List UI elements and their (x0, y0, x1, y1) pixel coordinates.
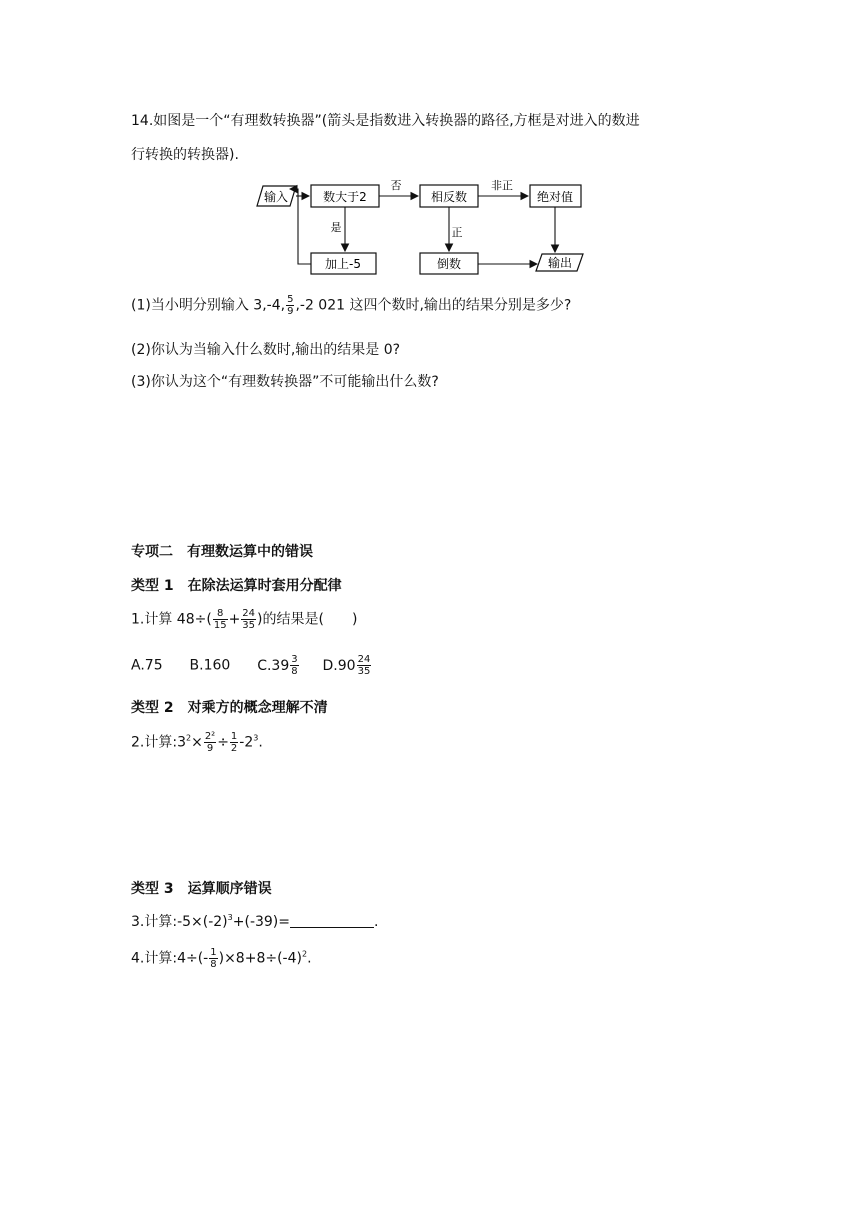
edge-label-not-positive: 非正 (491, 179, 513, 192)
q2-minus-term: -2 (239, 734, 254, 751)
exponent: 3 (227, 913, 233, 922)
frac-num: 8 (213, 608, 228, 620)
frac-den: 9 (287, 306, 294, 317)
q3-prefix: 3.计算:-5×(-2) (131, 914, 228, 930)
fraction-8-15 (213, 608, 228, 631)
fraction-5-9 (286, 294, 294, 317)
output-label: 输出 (547, 256, 573, 270)
fraction-2sq-9 (204, 731, 216, 754)
q14-sub1 (131, 294, 571, 317)
type1-heading: 类型 1 在除法运算时套用分配律 (131, 578, 342, 594)
question-1 (131, 608, 357, 631)
option-c-whole: C.39 (257, 657, 290, 674)
type3-heading: 类型 3 运算顺序错误 (131, 881, 272, 897)
q14-line2: 行转换的转换器). (131, 147, 239, 163)
exponent: 2 (301, 949, 308, 959)
q14-sub1-suffix: ,-2 021 这四个数时,输出的结果分别是多少? (295, 297, 572, 314)
absolute-value-label: 绝对值 (536, 190, 574, 204)
frac-den: 8 (291, 666, 298, 677)
input-label: 输入 (263, 190, 289, 204)
divide-sign: ÷ (217, 734, 229, 751)
q14-line1: 14.如图是一个“有理数转换器”(箭头是指数进入转换器的路径,方框是对进入的数进 (131, 113, 640, 129)
answer-blank[interactable] (290, 913, 374, 928)
exponent: 3 (253, 733, 259, 743)
section2-title: 专项二 有理数运算中的错误 (131, 544, 313, 560)
q1-suffix: )的结果是( ) (257, 611, 358, 628)
period: . (307, 950, 312, 967)
frac-den: 9 (206, 743, 214, 754)
frac-num: 3 (291, 654, 298, 665)
question-4 (131, 947, 312, 970)
period: . (374, 914, 379, 930)
add-minus5-label: 加上-5 (325, 257, 361, 271)
option-d (322, 654, 373, 677)
plus-sign: + (228, 611, 241, 628)
frac-den: 35 (357, 666, 371, 677)
arrow-loop-back (290, 189, 311, 264)
option-c (257, 654, 299, 677)
times-sign: × (191, 734, 203, 751)
question-3 (131, 911, 378, 931)
exponent: 2 (185, 733, 192, 743)
frac-num: 5 (287, 294, 294, 305)
fraction-24-35-d (357, 654, 372, 677)
rational-converter-flowchart (250, 176, 590, 276)
question-2 (131, 731, 263, 754)
option-a: A.75 (131, 657, 163, 674)
fraction-3-8 (290, 654, 298, 677)
frac-num: 24 (357, 654, 371, 665)
frac-den: 2 (230, 743, 238, 754)
q4-prefix: 4.计算:4÷(- (131, 950, 209, 967)
fraction-1-2 (230, 731, 238, 754)
period: . (258, 734, 263, 751)
q14-sub2: (2)你认为当输入什么数时,输出的结果是 0? (131, 342, 401, 358)
frac-num: 1 (210, 947, 217, 958)
reciprocal-label: 倒数 (436, 257, 462, 271)
edge-label-positive: 正 (451, 226, 463, 239)
edge-label-yes: 是 (330, 221, 342, 234)
q2-prefix: 2.计算:3 (131, 734, 186, 751)
frac-den: 35 (242, 620, 256, 631)
frac-num: 2² (204, 731, 216, 742)
frac-num: 1 (230, 731, 238, 742)
q1-prefix: 1.计算 48÷( (131, 611, 212, 628)
option-d-whole: D.90 (322, 657, 356, 674)
q3-suffix: +(-39)= (232, 914, 291, 930)
greater-than-2-label: 数大于2 (323, 190, 367, 204)
edge-label-no: 否 (390, 179, 402, 192)
frac-num: 24 (242, 608, 256, 619)
frac-den: 8 (210, 959, 217, 970)
fraction-1-8 (209, 947, 217, 970)
type2-heading: 类型 2 对乘方的概念理解不清 (131, 700, 328, 716)
q14-sub3: (3)你认为这个“有理数转换器”不可能输出什么数? (131, 374, 439, 390)
option-b: B.160 (189, 657, 231, 674)
q14-sub1-prefix: (1)当小明分别输入 3,-4, (131, 297, 286, 314)
question-1-options (131, 654, 372, 677)
fraction-24-35 (241, 608, 256, 631)
q4-suffix: )×8+8÷(-4) (218, 950, 302, 967)
opposite-label: 相反数 (430, 190, 468, 204)
frac-den: 15 (213, 620, 227, 631)
